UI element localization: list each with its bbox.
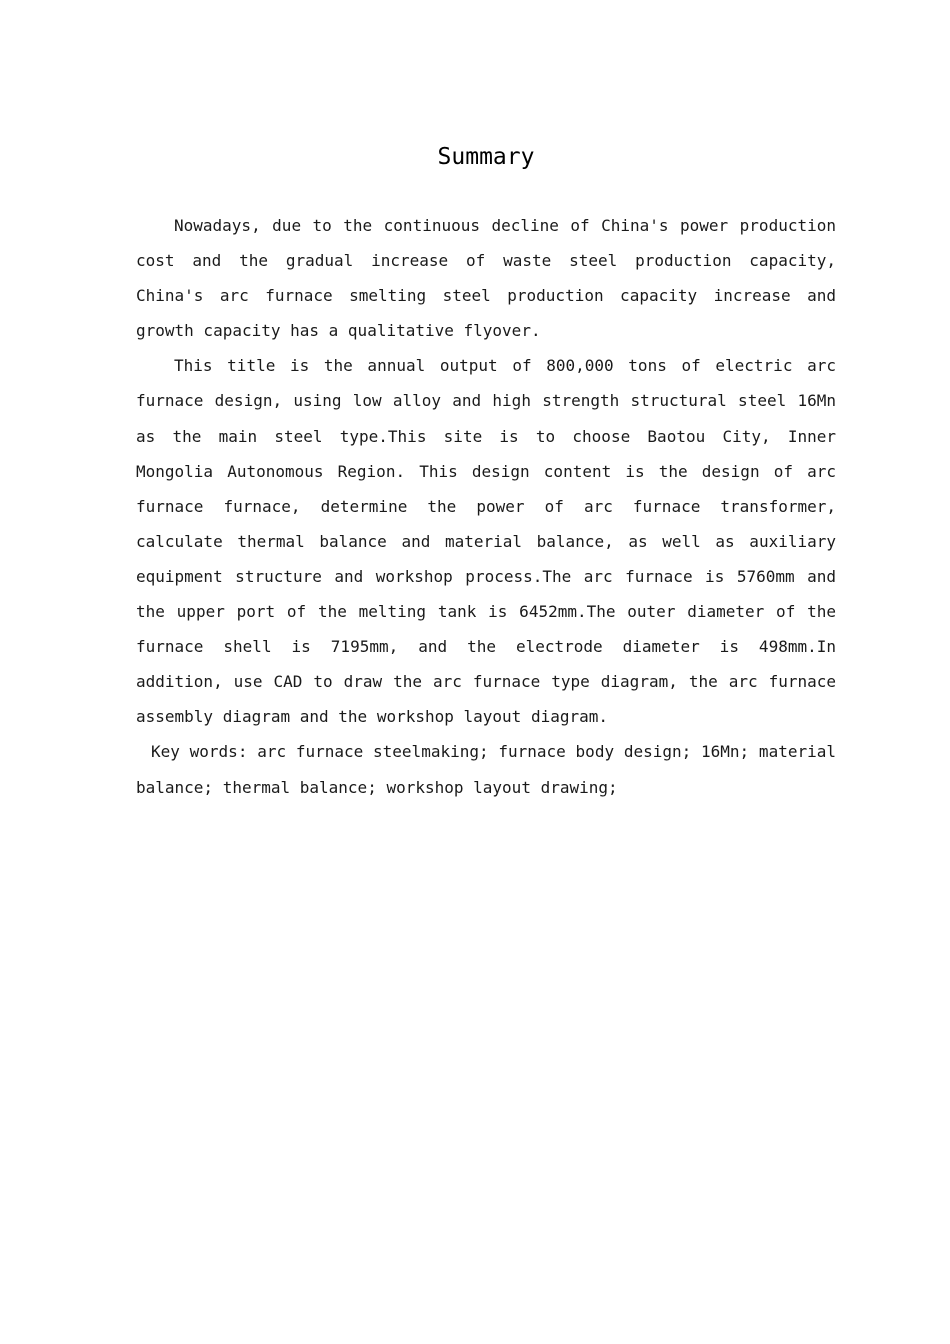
page-title: Summary bbox=[437, 144, 535, 170]
summary-body bbox=[136, 208, 836, 805]
summary-paragraph-2: This title is the annual output of 800,000 tons of electric arc furnace design, using low alloy and high strength structural steel 16Mn as the main steel type.This site is to choose Baotou City, Inner Mongolia Autonomous Region. This design content is the design of arc furnace furnace, determine the power of arc furnace transformer, calculate thermal balance and material balance, as well as auxiliary equipment structure and workshop process.The arc furnace is 5760mm and the upper port of the melting tank is 6452mm.The outer diameter of the furnace shell is 7195mm, and the electrode diameter is 498mm.In addition, use CAD to draw the arc furnace type diagram, the arc furnace assembly diagram and the workshop layout diagram. bbox=[136, 356, 836, 727]
keywords-line: Key words: arc furnace steelmaking; furnace body design; 16Mn; material balance; thermal balance; workshop layout drawing; bbox=[136, 742, 836, 797]
summary-paragraph-1: Nowadays, due to the continuous decline of China's power production cost and the gradual increase of waste steel production capacity, China's arc furnace smelting steel production capacity increase and growth capacity has a qualitative flyover. bbox=[136, 216, 836, 341]
